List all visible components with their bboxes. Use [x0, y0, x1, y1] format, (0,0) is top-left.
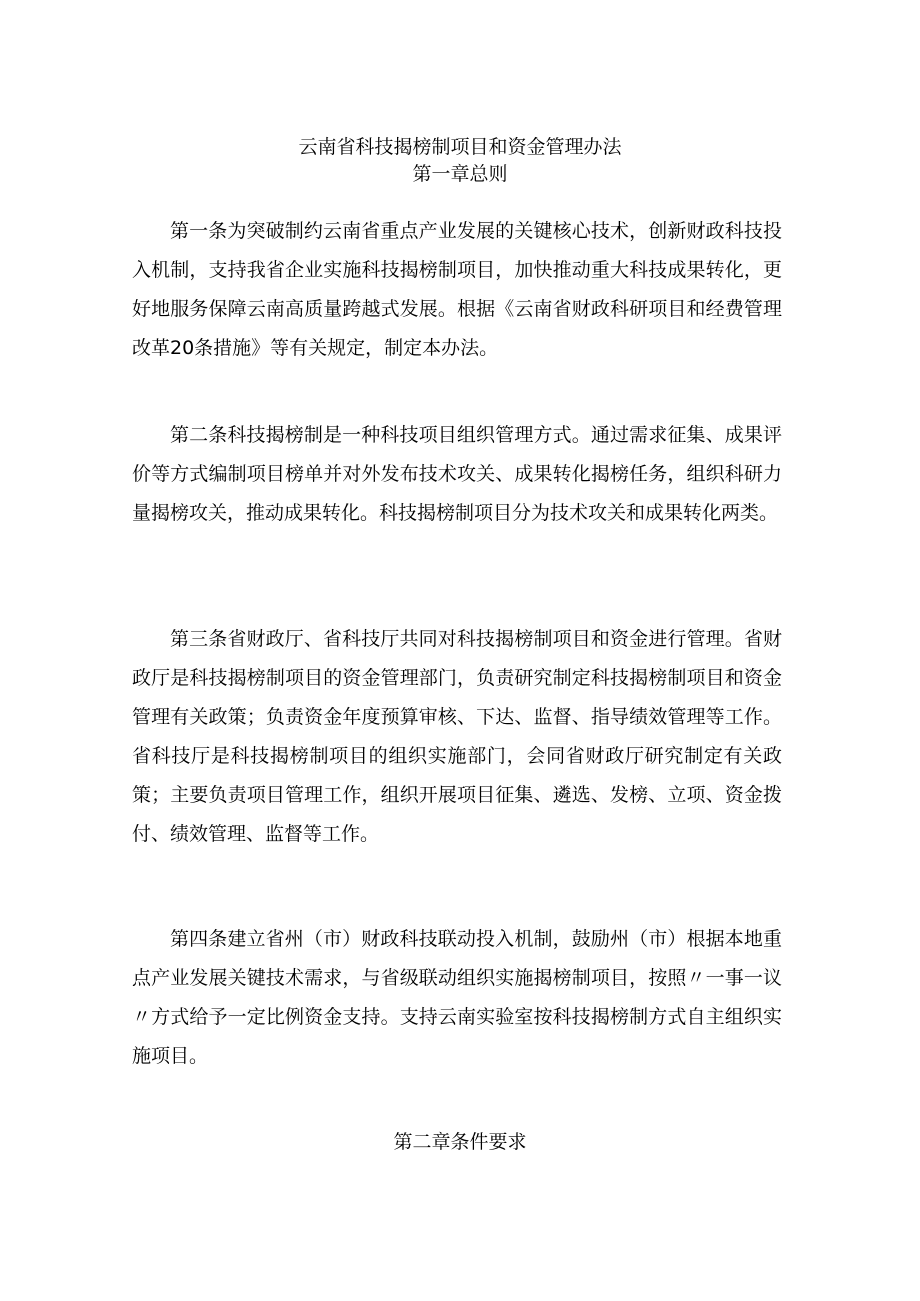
chapter-2-heading: 第二章条件要求 [393, 1131, 527, 1153]
document-title: 云南省科技揭榜制项目和资金管理办法 [298, 136, 622, 158]
article-1-paragraph: 第一条为突破制约云南省重点产业发展的关键核心技术，创新财政科技投入机制，支持我省企业实施科技揭榜制项目，加快推动重大科技成果转化，更好地服务保障云南高质量跨越式发展。根据《云南省财政科研项目和经费管理改革20条措施》等有关规定，制定本办法。 [132, 220, 782, 359]
article-2-paragraph: 第二条科技揭榜制是一种科技项目组织管理方式。通过需求征集、成果评价等方式编制项目榜单并对外发布技术攻关、成果转化揭榜任务，组织科研力量揭榜攻关，推动成果转化。科技揭榜制项目分为技术攻关和成果转化两类。 [132, 424, 782, 524]
article-4-paragraph: 第四条建立省州（市）财政科技联动投入机制，鼓励州（市）根据本地重点产业发展关键技术需求，与省级联动组织实施揭榜制项目，按照〃一事一议〃方式给予一定比例资金支持。支持云南实验室按科技揭榜制方式自主组织实施项目。 [132, 928, 782, 1067]
chapter-1-heading: 第一章总则 [412, 163, 508, 185]
article-3-paragraph: 第三条省财政厅、省科技厅共同对科技揭榜制项目和资金进行管理。省财政厅是科技揭榜制项目的资金管理部门，负责研究制定科技揭榜制项目和资金管理有关政策；负责资金年度预算审核、下达、监督、指导绩效管理等工作。省科技厅是科技揭榜制项目的组织实施部门，会同省财政厅研究制定有关政策；主要负责项目管理工作，组织开展项目征集、遴选、发榜、立项、资金拨付、绩效管理、监督等工作。 [132, 628, 782, 845]
